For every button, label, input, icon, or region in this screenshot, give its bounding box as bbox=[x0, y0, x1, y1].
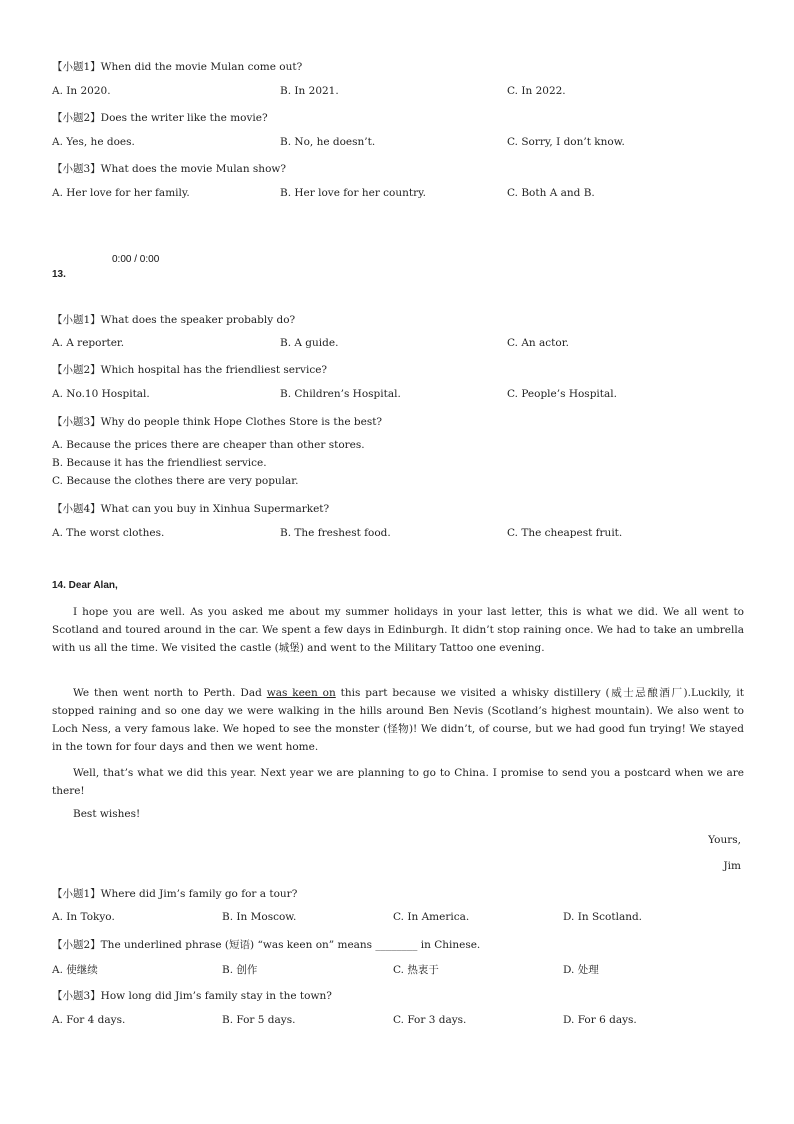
option-d: D. For 6 days. bbox=[563, 1014, 637, 1026]
option-d: D. In Scotland. bbox=[563, 911, 643, 923]
letter-signature: Jim bbox=[723, 860, 741, 872]
audio-time-display: 0:00 / 0:00 bbox=[112, 254, 160, 265]
option-b: B. Because it has the friendliest service. bbox=[52, 457, 267, 469]
option-b: B. In 2021. bbox=[280, 85, 339, 97]
option-b: B. Children’s Hospital. bbox=[280, 388, 401, 400]
question-stem: 【小题3】What does the movie Mulan show? bbox=[52, 163, 287, 175]
letter-heading: 14. Dear Alan, bbox=[52, 580, 118, 591]
option-a: A. Yes, he does. bbox=[52, 136, 135, 148]
question-stem: 【小题2】Which hospital has the friendliest service? bbox=[52, 364, 328, 376]
option-c: C. In 2022. bbox=[507, 85, 566, 97]
option-b: B. For 5 days. bbox=[222, 1014, 296, 1026]
option-c: C. An actor. bbox=[507, 337, 569, 349]
option-c: C. For 3 days. bbox=[393, 1014, 467, 1026]
option-a: A. Her love for her family. bbox=[52, 187, 190, 199]
option-b: B. A guide. bbox=[280, 337, 339, 349]
option-a: A. In Tokyo. bbox=[52, 911, 115, 923]
letter-paragraph-2 bbox=[52, 684, 744, 756]
question-stem: 【小题1】When did the movie Mulan come out? bbox=[52, 61, 303, 73]
question-stem: 【小题1】Where did Jim’s family go for a tour? bbox=[52, 888, 298, 900]
option-b: B. The freshest food. bbox=[280, 527, 391, 539]
option-b: B. In Moscow. bbox=[222, 911, 297, 923]
option-a: A. No.10 Hospital. bbox=[52, 388, 150, 400]
paragraph-text: We then went north to Perth. Dad bbox=[73, 687, 267, 699]
option-d: D. 处理 bbox=[563, 964, 599, 976]
option-a: A. A reporter. bbox=[52, 337, 125, 349]
question-stem: 【小题3】Why do people think Hope Clothes Store is the best? bbox=[52, 416, 383, 428]
option-c: C. Both A and B. bbox=[507, 187, 595, 199]
option-c: C. The cheapest fruit. bbox=[507, 527, 623, 539]
option-a: A. Because the prices there are cheaper than other stores. bbox=[52, 439, 365, 451]
question-number: 13. bbox=[52, 269, 66, 280]
option-b: B. No, he doesn’t. bbox=[280, 136, 376, 148]
letter-paragraph-1: I hope you are well. As you asked me about my summer holidays in your last letter, this is what we did. We all went to Scotland and toured around in the car. We spent a few days in Edinburgh. It didn’t stop raining once. We had to take an umbrella with us all the time. We visited the castle (城堡) and went to the Military Tattoo one evening. bbox=[52, 606, 744, 654]
question-stem: 【小题3】How long did Jim’s family stay in the town? bbox=[52, 990, 332, 1002]
question-stem: 【小题2】The underlined phrase (短语) “was keen on” means ________ in Chinese. bbox=[52, 939, 481, 951]
option-b: B. 创作 bbox=[222, 964, 258, 976]
option-c: C. Because the clothes there are very popular. bbox=[52, 475, 299, 487]
option-a: A. In 2020. bbox=[52, 85, 111, 97]
option-c: C. People’s Hospital. bbox=[507, 388, 617, 400]
question-stem: 【小题1】What does the speaker probably do? bbox=[52, 314, 296, 326]
option-b: B. Her love for her country. bbox=[280, 187, 427, 199]
question-stem: 【小题4】What can you buy in Xinhua Supermarket? bbox=[52, 503, 330, 515]
option-c: C. 热衷于 bbox=[393, 964, 439, 976]
letter-yours: Yours, bbox=[708, 834, 741, 846]
underlined-phrase: was keen on bbox=[266, 687, 336, 699]
option-a: A. The worst clothes. bbox=[52, 527, 165, 539]
option-a: A. 使继续 bbox=[52, 964, 98, 976]
option-c: C. In America. bbox=[393, 911, 470, 923]
letter-paragraph-3: Well, that’s what we did this year. Next year we are planning to go to China. I promise to send you a postcard when we are there! bbox=[52, 767, 744, 797]
question-stem: 【小题2】Does the writer like the movie? bbox=[52, 112, 268, 124]
paragraph-text: this part because we visited a whisky distillery (威士忌酿酒厂).Luckily, it stopped raining and so one day we were walking in the hills around Ben Nevis (Scotland’s highest mountain). We also went to Loch Ness, a very famous lake. We hoped to see the monster (怪物)! We didn’t, of course, but we had good fun trying! We stayed in the town for four days and then we went home. bbox=[52, 687, 744, 753]
letter-closing: Best wishes! bbox=[73, 808, 141, 820]
option-c: C. Sorry, I don’t know. bbox=[507, 136, 625, 148]
option-a: A. For 4 days. bbox=[52, 1014, 126, 1026]
